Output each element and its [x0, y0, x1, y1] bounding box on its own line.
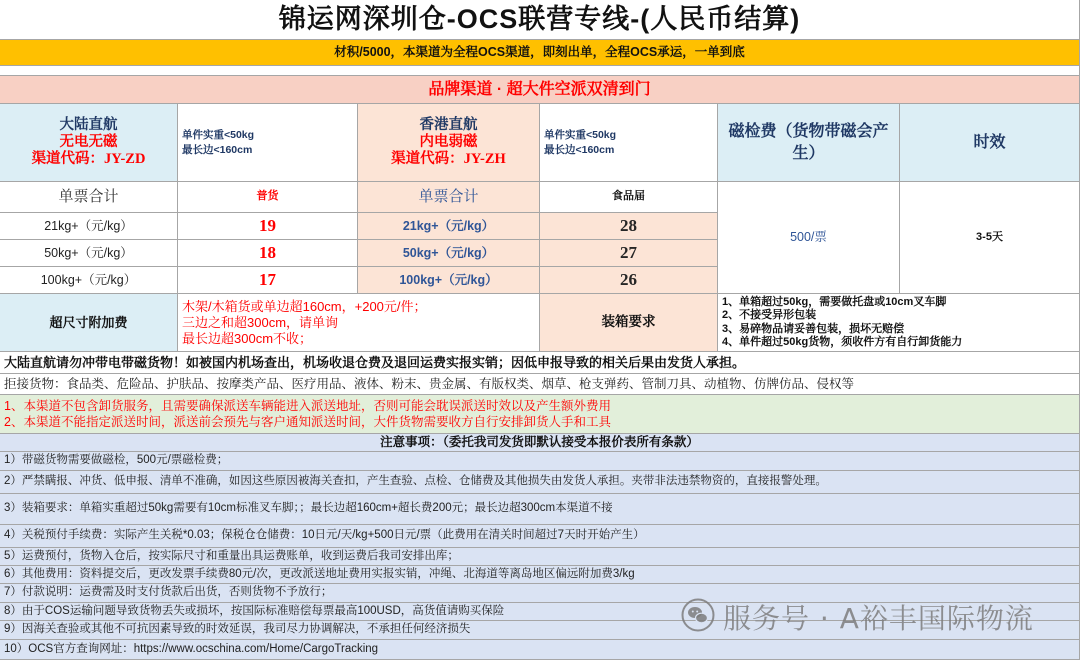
oversize-fee-term: 三边之和超300cm，请单询	[182, 314, 339, 330]
mainland-rate-100kg-label: 100kg+（元/kg）	[0, 267, 178, 294]
mainland-weight-limit: 单件实重<50kg	[182, 128, 255, 141]
mainland-cargo-type: 无电无磁	[59, 134, 118, 150]
mainland-rate-50kg-label: 50kg+（元/kg）	[0, 240, 178, 267]
service-banner: 品牌渠道 · 超大件空派双清到门	[0, 76, 1080, 104]
mainland-channel-code: 渠道代码：JY-ZD	[31, 151, 146, 167]
mainland-rate-21kg-label: 21kg+（元/kg）	[0, 213, 178, 240]
page-title: 锦运网深圳仓-OCS联营专线-(人民币结算)	[0, 0, 1080, 40]
hongkong-rate-21kg-price: 28	[540, 213, 718, 240]
hongkong-category-label: 食品届	[540, 182, 718, 213]
magnetic-fee-value: 500/票	[718, 182, 900, 294]
delivery-term: 2、本渠道不能指定派送时间，派送前会预先与客户通知派送时间，大件货物需要收方自行安排卸货人手和工具	[4, 415, 611, 429]
note-item-3: 3）装箱要求：单箱实重超过50kg需要有10cm标准叉车脚；；最长边超160cm+超长费200元；最长边超300cm本渠道不接	[0, 494, 1080, 525]
packing-requirement-item: 1、单箱超过50kg，需要做托盘或10cm叉车脚	[722, 295, 947, 308]
note-item-6: 6）其他费用：资料提交后，更改发票手续费80元/次，更改派送地址费用实报实销，冲绳、北海道等离岛地区偏远附加费3/kg	[0, 566, 1080, 584]
hongkong-length-limit: 最长边<160cm	[544, 143, 615, 156]
hongkong-limits	[540, 104, 718, 182]
rejected-goods: 拒接货物：食品类、危险品、护肤品、按摩类产品、医疗用品、液体、粉末、贵金属、有版权类、烟草、枪支弹药、管制刀具、动植物、仿牌仿品、侵权等	[0, 374, 1080, 395]
packing-requirements-label: 装箱要求	[540, 294, 718, 352]
mainland-channel-name: 大陆直航	[59, 117, 118, 133]
transit-time-value: 3-5天	[900, 182, 1080, 294]
hongkong-channel-header	[358, 104, 540, 182]
packing-requirement-item: 2、不接受异形包装	[722, 309, 817, 321]
watermark-text: 服务号 · A裕丰国际物流	[723, 602, 1034, 635]
hongkong-rate-50kg-price: 27	[540, 240, 718, 267]
magnetic-fee-header: 磁检费（货物带磁会产生）	[718, 104, 900, 182]
hongkong-channel-name: 香港直航	[419, 117, 478, 133]
note-item-4: 4）关税预付手续费：实际产生关税*0.03；保税仓仓储费：10日元/天/kg+500日元/票（此费用在清关时间超过7天时开始产生）	[0, 525, 1080, 548]
note-item-7: 7）付款说明：运费需及时支付货款后出货，否则货物不予放行；	[0, 584, 1080, 603]
packing-requirement-item: 3、易碎物品请妥善包装，损坏无赔偿	[722, 322, 905, 335]
delivery-term: 1、本渠道不包含卸货服务，且需要确保派送车辆能进入派送地址，否则可能会耽误派送时效以及产生额外费用	[4, 399, 611, 413]
spacer-row	[0, 66, 1080, 76]
oversize-fee-term: 木架/木箱货或单边超160cm，+200元/件；	[182, 298, 427, 314]
oversize-fee-label: 超尺寸附加费	[0, 294, 178, 352]
mainland-channel-header	[0, 104, 178, 182]
mainland-category-label: 普货	[178, 182, 358, 213]
mainland-length-limit: 最长边<160cm	[182, 143, 253, 156]
mainland-rate-100kg-price: 17	[178, 267, 358, 294]
hongkong-total-label: 单票合计	[358, 182, 540, 213]
note-item-10: 10）OCS官方查询网址：https://www.ocschina.com/Home/CargoTracking	[0, 640, 1080, 660]
delivery-terms	[0, 395, 1080, 434]
battery-magnet-warning: 大陆直航请勿冲带电带磁货物！如被国内机场查出，机场收退仓费及退回运费实报实销；因低申报导致的相关后果由发货人承担。	[0, 352, 1080, 374]
hongkong-channel-code: 渠道代码：JY-ZH	[391, 151, 506, 167]
hongkong-rate-100kg-label: 100kg+（元/kg）	[358, 267, 540, 294]
note-item-8: 8）由于COS运输问题导致货物丢失或损坏，按国际标准赔偿每票最高100USD，高货值请购买保险	[0, 603, 1080, 621]
transit-time-header: 时效	[900, 104, 1080, 182]
mainland-rate-21kg-price: 19	[178, 213, 358, 240]
channel-summary: 材积/5000，本渠道为全程OCS渠道，即刻出单，全程OCS承运，一单到底	[0, 40, 1080, 66]
note-item-2: 2）严禁瞒报、冲货、低申报、清单不准确，如因这些原因被海关查扣，产生查验、点检、仓储费及其他损失由发货人承担。夹带非法违禁物资的，直接报警处理。	[0, 471, 1080, 494]
hongkong-rate-50kg-label: 50kg+（元/kg）	[358, 240, 540, 267]
mainland-rate-50kg-price: 18	[178, 240, 358, 267]
hongkong-rate-21kg-label: 21kg+（元/kg）	[358, 213, 540, 240]
mainland-total-label: 单票合计	[0, 182, 178, 213]
note-item-5: 5）运费预付，货物入仓后，按实际尺寸和重量出具运费账单，收到运费后我司安排出库；	[0, 548, 1080, 566]
packing-requirements-list	[718, 294, 1080, 352]
packing-requirement-item: 4、单件超过50kg货物，须收件方有自行卸货能力	[722, 336, 963, 348]
note-item-1: 1）带磁货物需要做磁检，500元/票磁检费；	[0, 452, 1080, 471]
oversize-fee-term: 最长边超300cm不收；	[182, 330, 313, 346]
note-item-9: 9）因海关查验或其他不可抗因素导致的时效延误，我司尽力协调解决，不承担任何经济损失	[0, 621, 1080, 640]
oversize-fee-terms	[178, 294, 540, 352]
hongkong-rate-100kg-price: 26	[540, 267, 718, 294]
notes-header: 注意事项：（委托我司发货即默认接受本报价表所有条款）	[0, 434, 1080, 452]
hongkong-cargo-type: 内电弱磁	[419, 134, 478, 150]
mainland-limits	[178, 104, 358, 182]
hongkong-weight-limit: 单件实重<50kg	[544, 128, 617, 141]
